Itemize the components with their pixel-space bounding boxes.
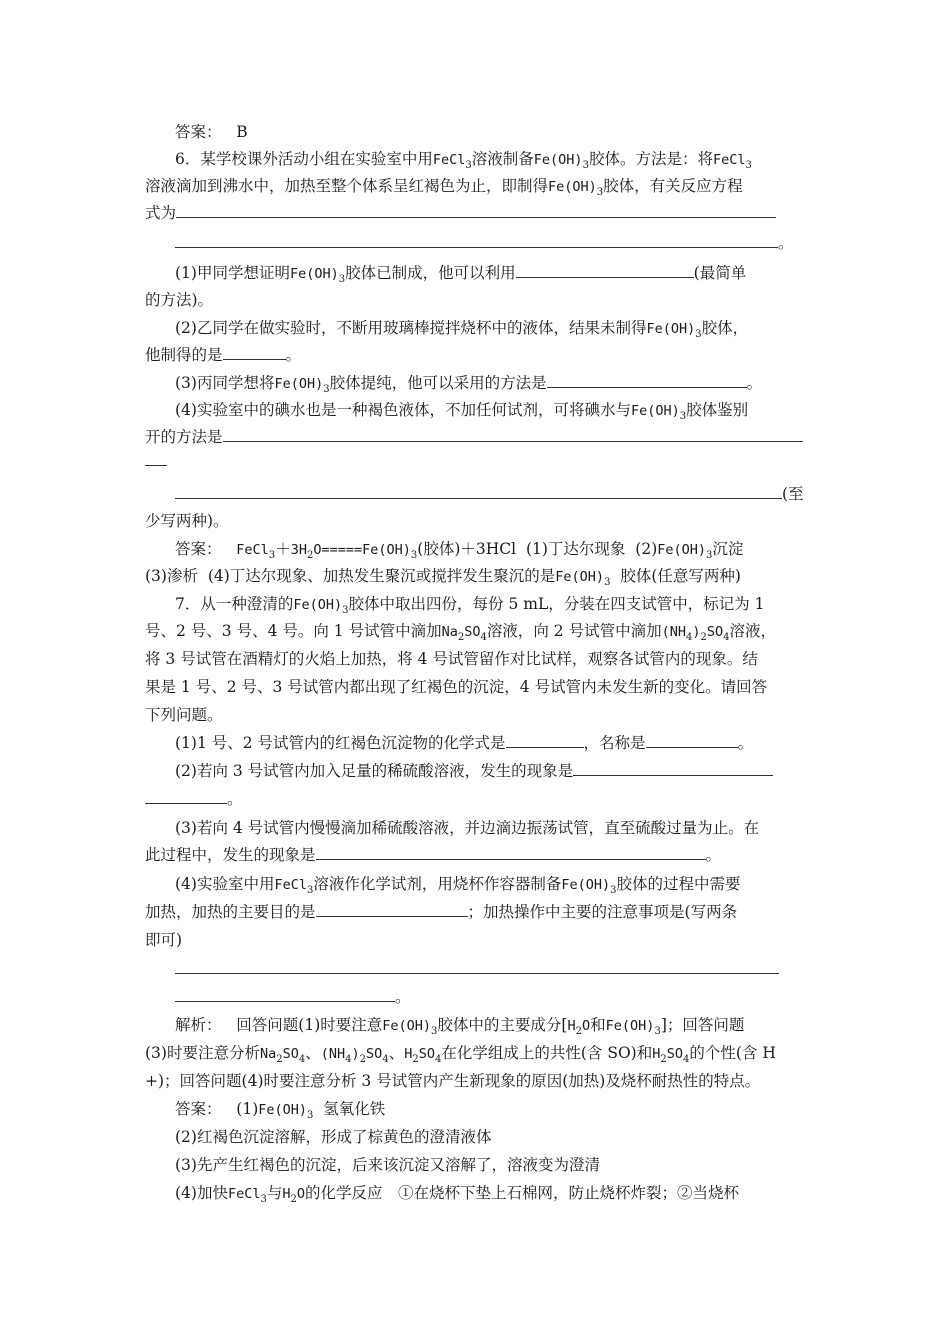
- answer-line: (2)红褐色沉淀溶解，形成了棕黄色的澄清液体: [175, 1128, 492, 1146]
- q7-part-1: (1)1 号、2 号试管内的红褐色沉淀物的化学式是 ，名称是 。: [175, 734, 754, 752]
- q7-part-3: (3)若向 4 号试管内慢慢滴加稀硫酸溶液，并边滴边振荡试管，直至硫酸过量为止。在: [175, 819, 760, 837]
- answer-blank[interactable]: [175, 483, 782, 499]
- answer-blank[interactable]: [573, 760, 773, 776]
- answer-line: 答案： B: [175, 123, 248, 141]
- q6-line: 式为: [145, 202, 815, 224]
- q7-line: 号、2 号、3 号、4 号。向 1 号试管中滴加$Na_2SO_4$溶液，向 2 号试管中滴加$(NH_4)_2SO_4$溶液，: [145, 622, 777, 643]
- q7-part-4: 即可): [145, 931, 183, 949]
- q6-line: 6．某学校课外活动小组在实验室中用FeCl$_3$溶液制备$Fe(OH)_3$胶体。方法是：将FeCl$_3$: [175, 150, 752, 171]
- analysis-line: (3)时要注意分析$Na_2SO_4$、$(NH_4)_2SO_4$、$H_2SO_4$在化学组成上的共性(含 SO)和$H_2SO_4$的个性(含 H: [145, 1044, 776, 1065]
- answer-blank[interactable]: [316, 901, 468, 917]
- q6-part-4: 开的方法是: [145, 426, 815, 448]
- q7-part-3: 此过程中，发生的现象是 。: [145, 846, 722, 864]
- q7-part-2: (2)若向 3 号试管内加入足量的稀硫酸溶液，发生的现象是: [175, 760, 845, 782]
- q7-part-4: 加热，加热的主要目的是 ；加热操作中主要的注意事项是(写两条: [145, 903, 738, 921]
- q6-line: 。: [175, 232, 845, 254]
- q6-part-4: 少写两种)。: [145, 512, 229, 530]
- answer-blank[interactable]: [316, 844, 706, 860]
- q6-part-4: (至: [175, 483, 845, 505]
- answer-line: 答案： $(1)Fe(OH)_3$ 氢氧化铁: [175, 1100, 386, 1121]
- q6-part-1: 的方法)。: [145, 291, 214, 309]
- q6-part-3: (3)丙同学想将$Fe(OH)_3$胶体提纯，他可以采用的方法是 。: [175, 374, 763, 395]
- answer-blank[interactable]: [506, 732, 584, 748]
- q6-part-4: (4)实验室中的碘水也是一种褐色液体，不加任何试剂，可将碘水与$Fe(OH)_3$胶体鉴别: [175, 401, 749, 422]
- q7-part-4: 。: [175, 986, 845, 1008]
- q7-part-4: [175, 958, 845, 980]
- q6-part-4: [145, 450, 815, 472]
- answer-blank[interactable]: [176, 202, 776, 218]
- q6-part-2: 他制得的是 。: [145, 346, 302, 364]
- q7-line: 下列问题。: [145, 706, 223, 724]
- q6-part-1: (1)甲同学想证明$Fe(OH)_3$胶体已制成，他可以利用 (最简单: [175, 264, 747, 285]
- answer-blank[interactable]: [175, 232, 778, 248]
- answer-blank[interactable]: [223, 426, 803, 442]
- answer-blank[interactable]: [145, 450, 167, 466]
- answer-blank[interactable]: [223, 344, 286, 360]
- q7-line: 7．从一种澄清的$Fe(OH)_3$胶体中取出四份，每份 5 mL，分装在四支试管中，标记为 1: [175, 595, 765, 616]
- answer-line: (3)先产生红褐色的沉淀，后来该沉淀又溶解了，溶液变为澄清: [175, 1156, 600, 1174]
- analysis-line: +)；回答问题(4)时要注意分析 3 号试管内产生新现象的原因(加热)及烧杯耐热性的特点。: [145, 1072, 761, 1090]
- answer-line: (4)加快FeCl$_3$与$H_2O$的化学反应 ①在烧杯下垫上石棉网，防止烧杯炸裂；②当烧杯: [175, 1184, 740, 1205]
- answer-line: 答案： $FeCl_3+3H_2O=====Fe(OH)_3$(胶体)＋3HCl (1)丁达尔现象 $(2)Fe(OH)_3$沉淀: [175, 540, 744, 561]
- answer-blank[interactable]: [145, 788, 227, 804]
- q6-line: 溶液滴加到沸水中，加热至整个体系呈红褐色为止，即制得$Fe(OH)_3$胶体，有关反应方程: [145, 177, 743, 198]
- answer-blank[interactable]: [516, 262, 694, 278]
- answer-blank[interactable]: [175, 958, 779, 974]
- q7-line: 果是 1 号、2 号、3 号试管内都出现了红褐色的沉淀，4 号试管内未发生新的变化。请回答: [145, 678, 768, 696]
- q7-part-2: 。: [145, 788, 815, 810]
- q7-part-4: (4)实验室中用FeCl$_3$溶液作化学试剂，用烧杯作容器制备$Fe(OH)_3$胶体的过程中需要: [175, 875, 741, 896]
- answer-blank[interactable]: [646, 732, 738, 748]
- analysis-line: 解析： 回答问题(1)时要注意$Fe(OH)_3$胶体中的主要成分[$H_2O$和$Fe(OH)_3$]；回答问题: [175, 1016, 745, 1037]
- q6-part-2: (2)乙同学在做实验时，不断用玻璃棒搅拌烧杯中的液体，结果未制得$Fe(OH)_3$胶体，: [175, 319, 749, 340]
- q7-line: 将 3 号试管在酒精灯的火焰上加热，将 4 号试管留作对比试样，观察各试管内的现象。结: [145, 650, 758, 668]
- answer-line: (3)渗析 (4)丁达尔现象、加热发生聚沉或搅拌发生聚沉的是$Fe(OH)_3$ 胶体(任意写两种): [145, 567, 741, 588]
- answer-blank[interactable]: [175, 986, 395, 1002]
- answer-blank[interactable]: [547, 372, 747, 388]
